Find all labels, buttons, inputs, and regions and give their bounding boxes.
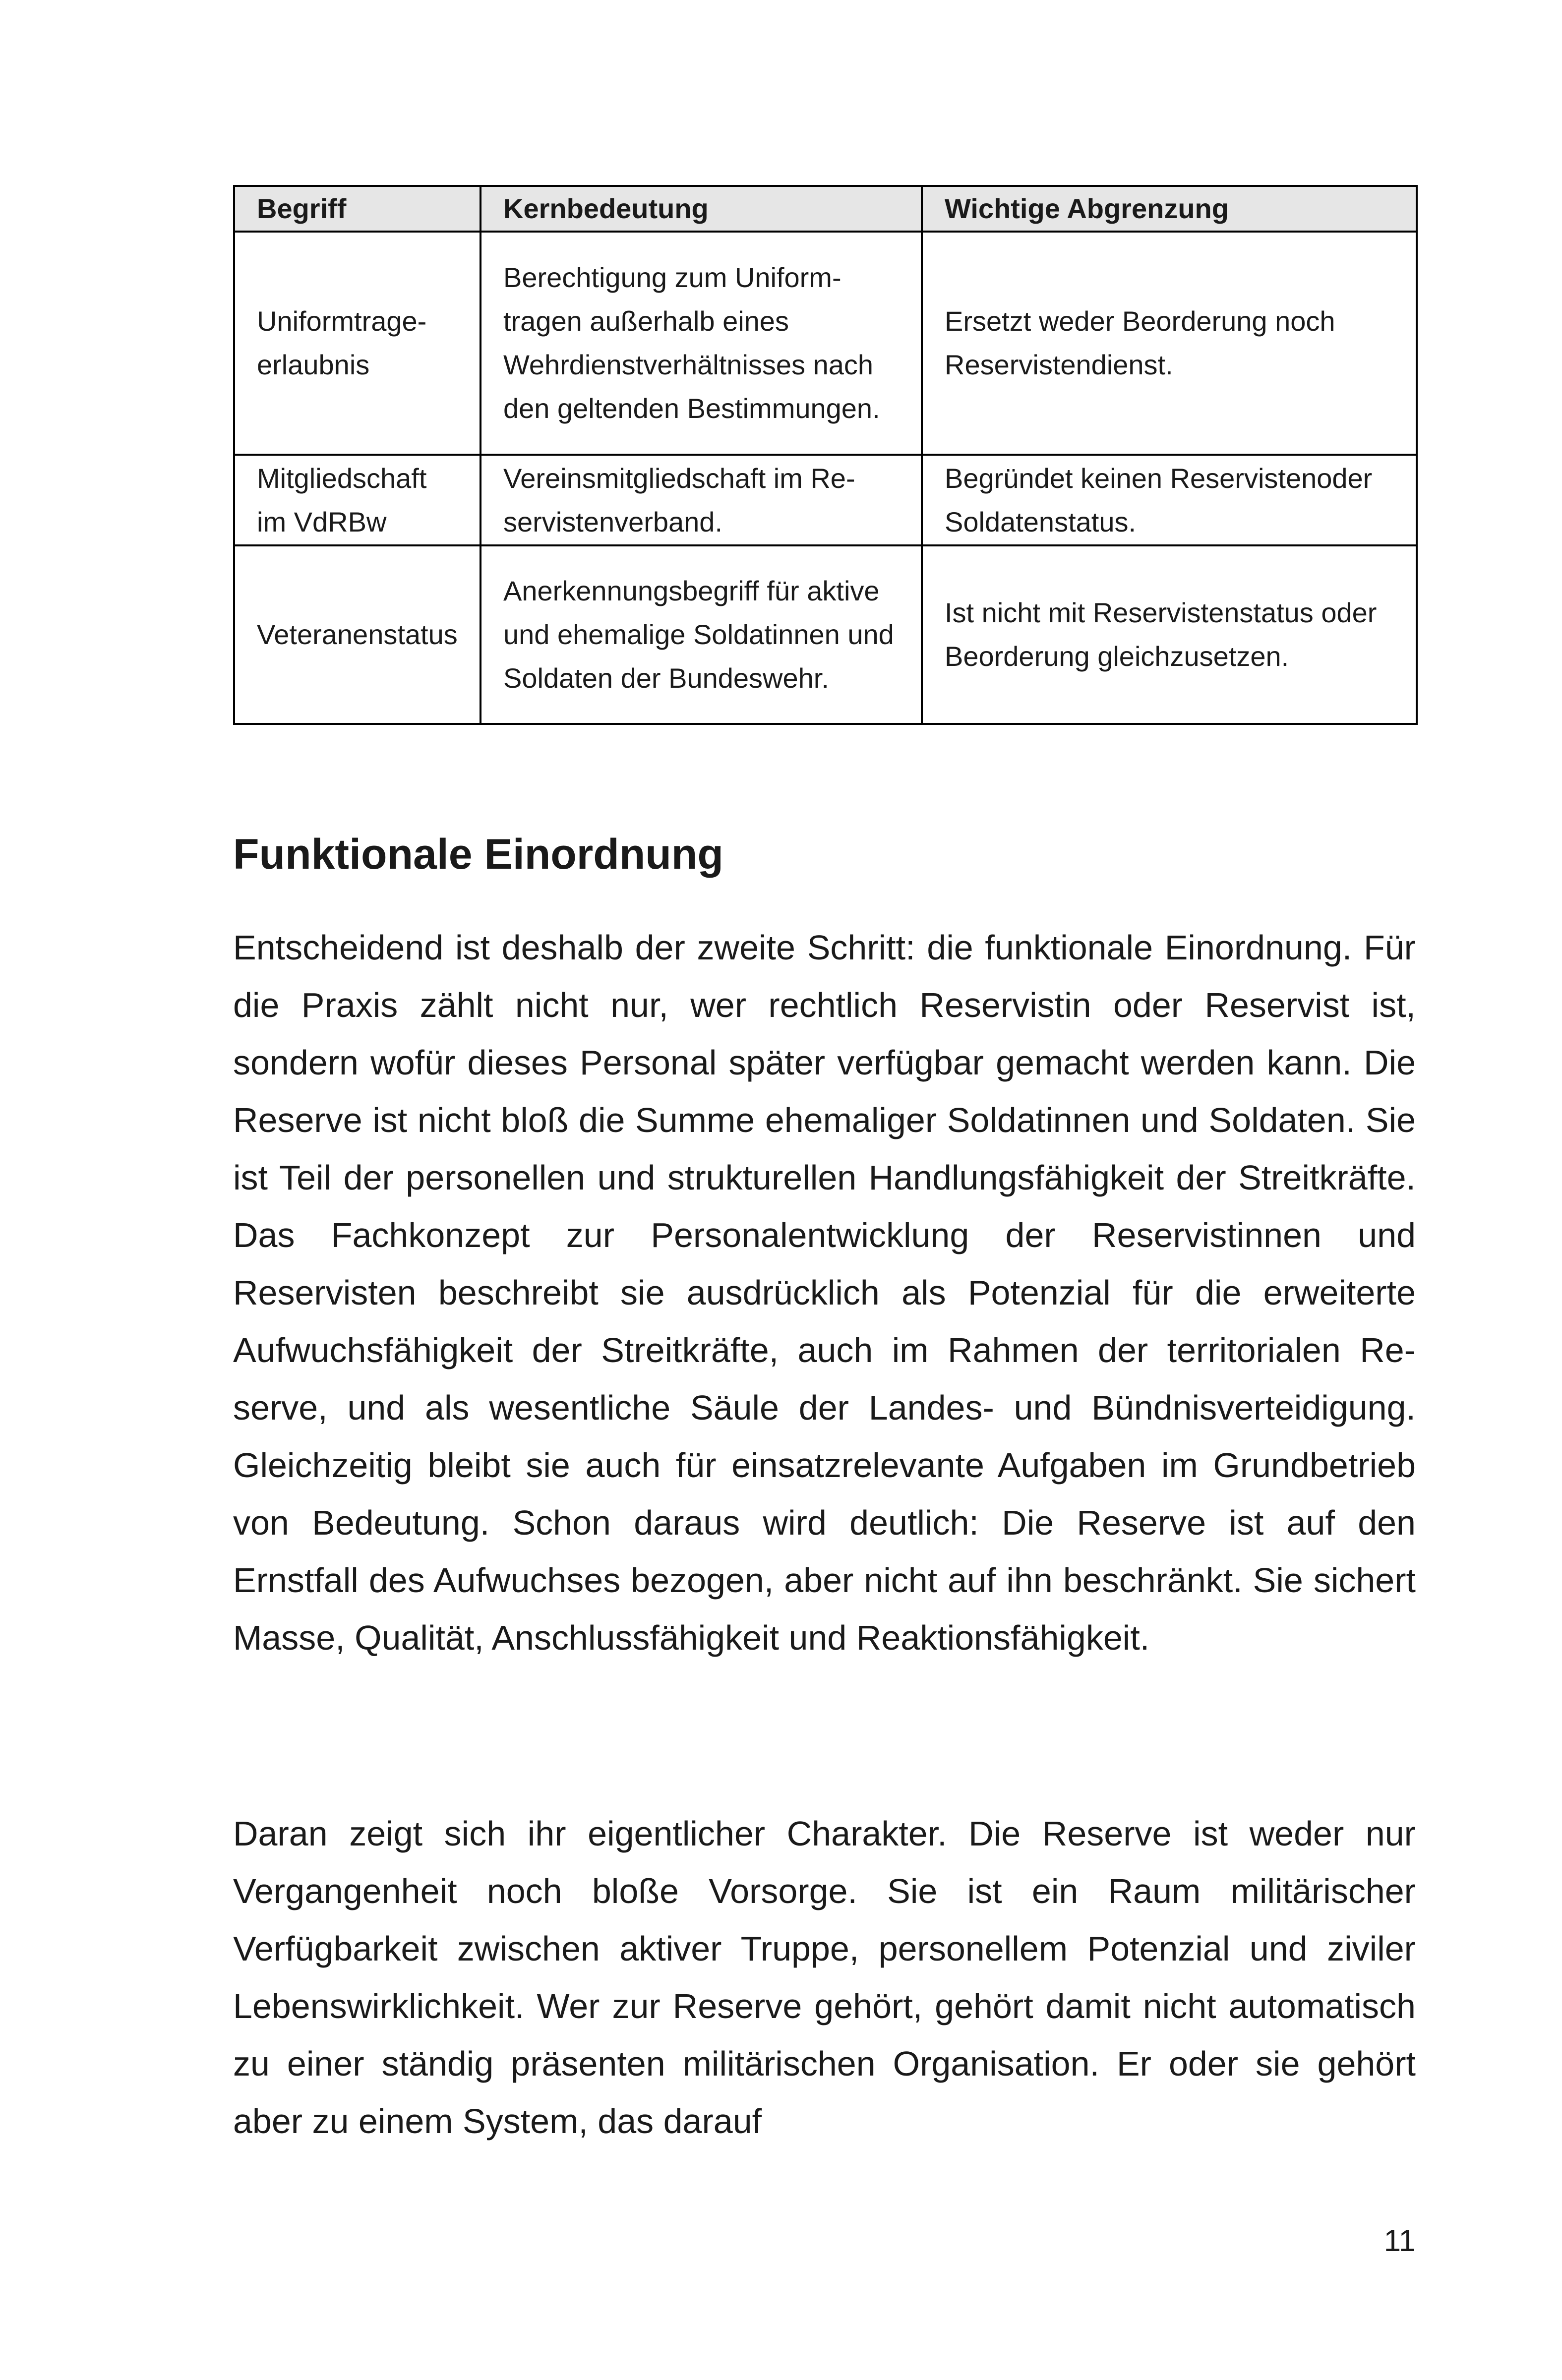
header-meaning: Kernbedeutung bbox=[481, 186, 922, 232]
terms-table bbox=[233, 185, 1418, 725]
cell-meaning: Anerkennungsbegriff für aktive und ehemalige Soldatinnen und Soldaten der Bundeswehr. bbox=[481, 545, 922, 724]
table-header-row bbox=[234, 186, 1417, 232]
table-row bbox=[234, 545, 1417, 724]
cell-distinction: Begründet keinen Reservistenoder Soldatenstatus. bbox=[922, 455, 1417, 545]
header-term: Begriff bbox=[234, 186, 481, 232]
table-row bbox=[234, 232, 1417, 455]
page-number: 11 bbox=[1383, 2224, 1416, 2258]
body-paragraph: Entscheidend ist deshalb der zweite Schritt: die funktionale Einordnung. Für die Praxis zählt nicht nur, wer rechtlich Reservistin oder Reservist ist, sondern wofür dieses Personal später verfügbar gemacht werden kann. Die Reserve ist nicht bloß die Summe ehemaliger Soldatinnen und Soldaten. Sie ist Teil der personellen und strukturellen Handlungsfähigkeit der Streitkräfte. Das Fachkonzept zur Personalentwicklung der Reservistinnen und Reservisten beschreibt sie ausdrücklich als Potenzial für die erweiterte Aufwuchsfähigkeit der Streitkräfte, auch im Rahmen der territorialen Reserve, und als wesentliche Säule der Landes- und Bündnisverteidigung. Gleichzeitig bleibt sie auch für einsatzrelevante Aufgaben im Grundbetrieb von Bedeutung. Schon daraus wird deutlich: Die Reserve ist auf den Ernstfall des Aufwuchses bezogen, aber nicht auf ihn beschränkt. Sie sichert Masse, Qualität, Anschlussfähigkeit und Reaktionsfähigkeit. bbox=[233, 928, 1416, 1657]
header-distinction: Wichtige Abgrenzung bbox=[922, 186, 1417, 232]
cell-term: Mitgliedschaft im VdRBw bbox=[234, 455, 481, 545]
cell-distinction: Ersetzt weder Beorderung noch Reservistendienst. bbox=[922, 232, 1417, 455]
cell-meaning: Berechtigung zum Uniformtragen außerhalb eines Wehrdienstverhältnisses nach den geltenden Bestimmungen. bbox=[481, 232, 922, 455]
cell-meaning: Vereinsmitgliedschaft im Reservistenverband. bbox=[481, 455, 922, 545]
section-heading: Funktionale Einordnung bbox=[233, 831, 723, 878]
cell-term: Veteranenstatus bbox=[234, 545, 481, 724]
body-paragraph: Daran zeigt sich ihr eigentlicher Charakter. Die Reserve ist weder nur Vergangenheit noch bloße Vorsorge. Sie ist ein Raum militärischer Verfügbarkeit zwischen aktiver Truppe, personellem Potenzial und ziviler Lebenswirklichkeit. Wer zur Reserve gehört, gehört damit nicht automatisch zu einer ständig präsenten militärischen Organisation. Er oder sie gehört aber zu einem System, das darauf bbox=[233, 1814, 1416, 2141]
cell-distinction: Ist nicht mit Reservistenstatus oder Beorderung gleichzusetzen. bbox=[922, 545, 1417, 724]
table-row bbox=[234, 455, 1417, 545]
cell-term: Uniformtrageerlaubnis bbox=[234, 232, 481, 455]
